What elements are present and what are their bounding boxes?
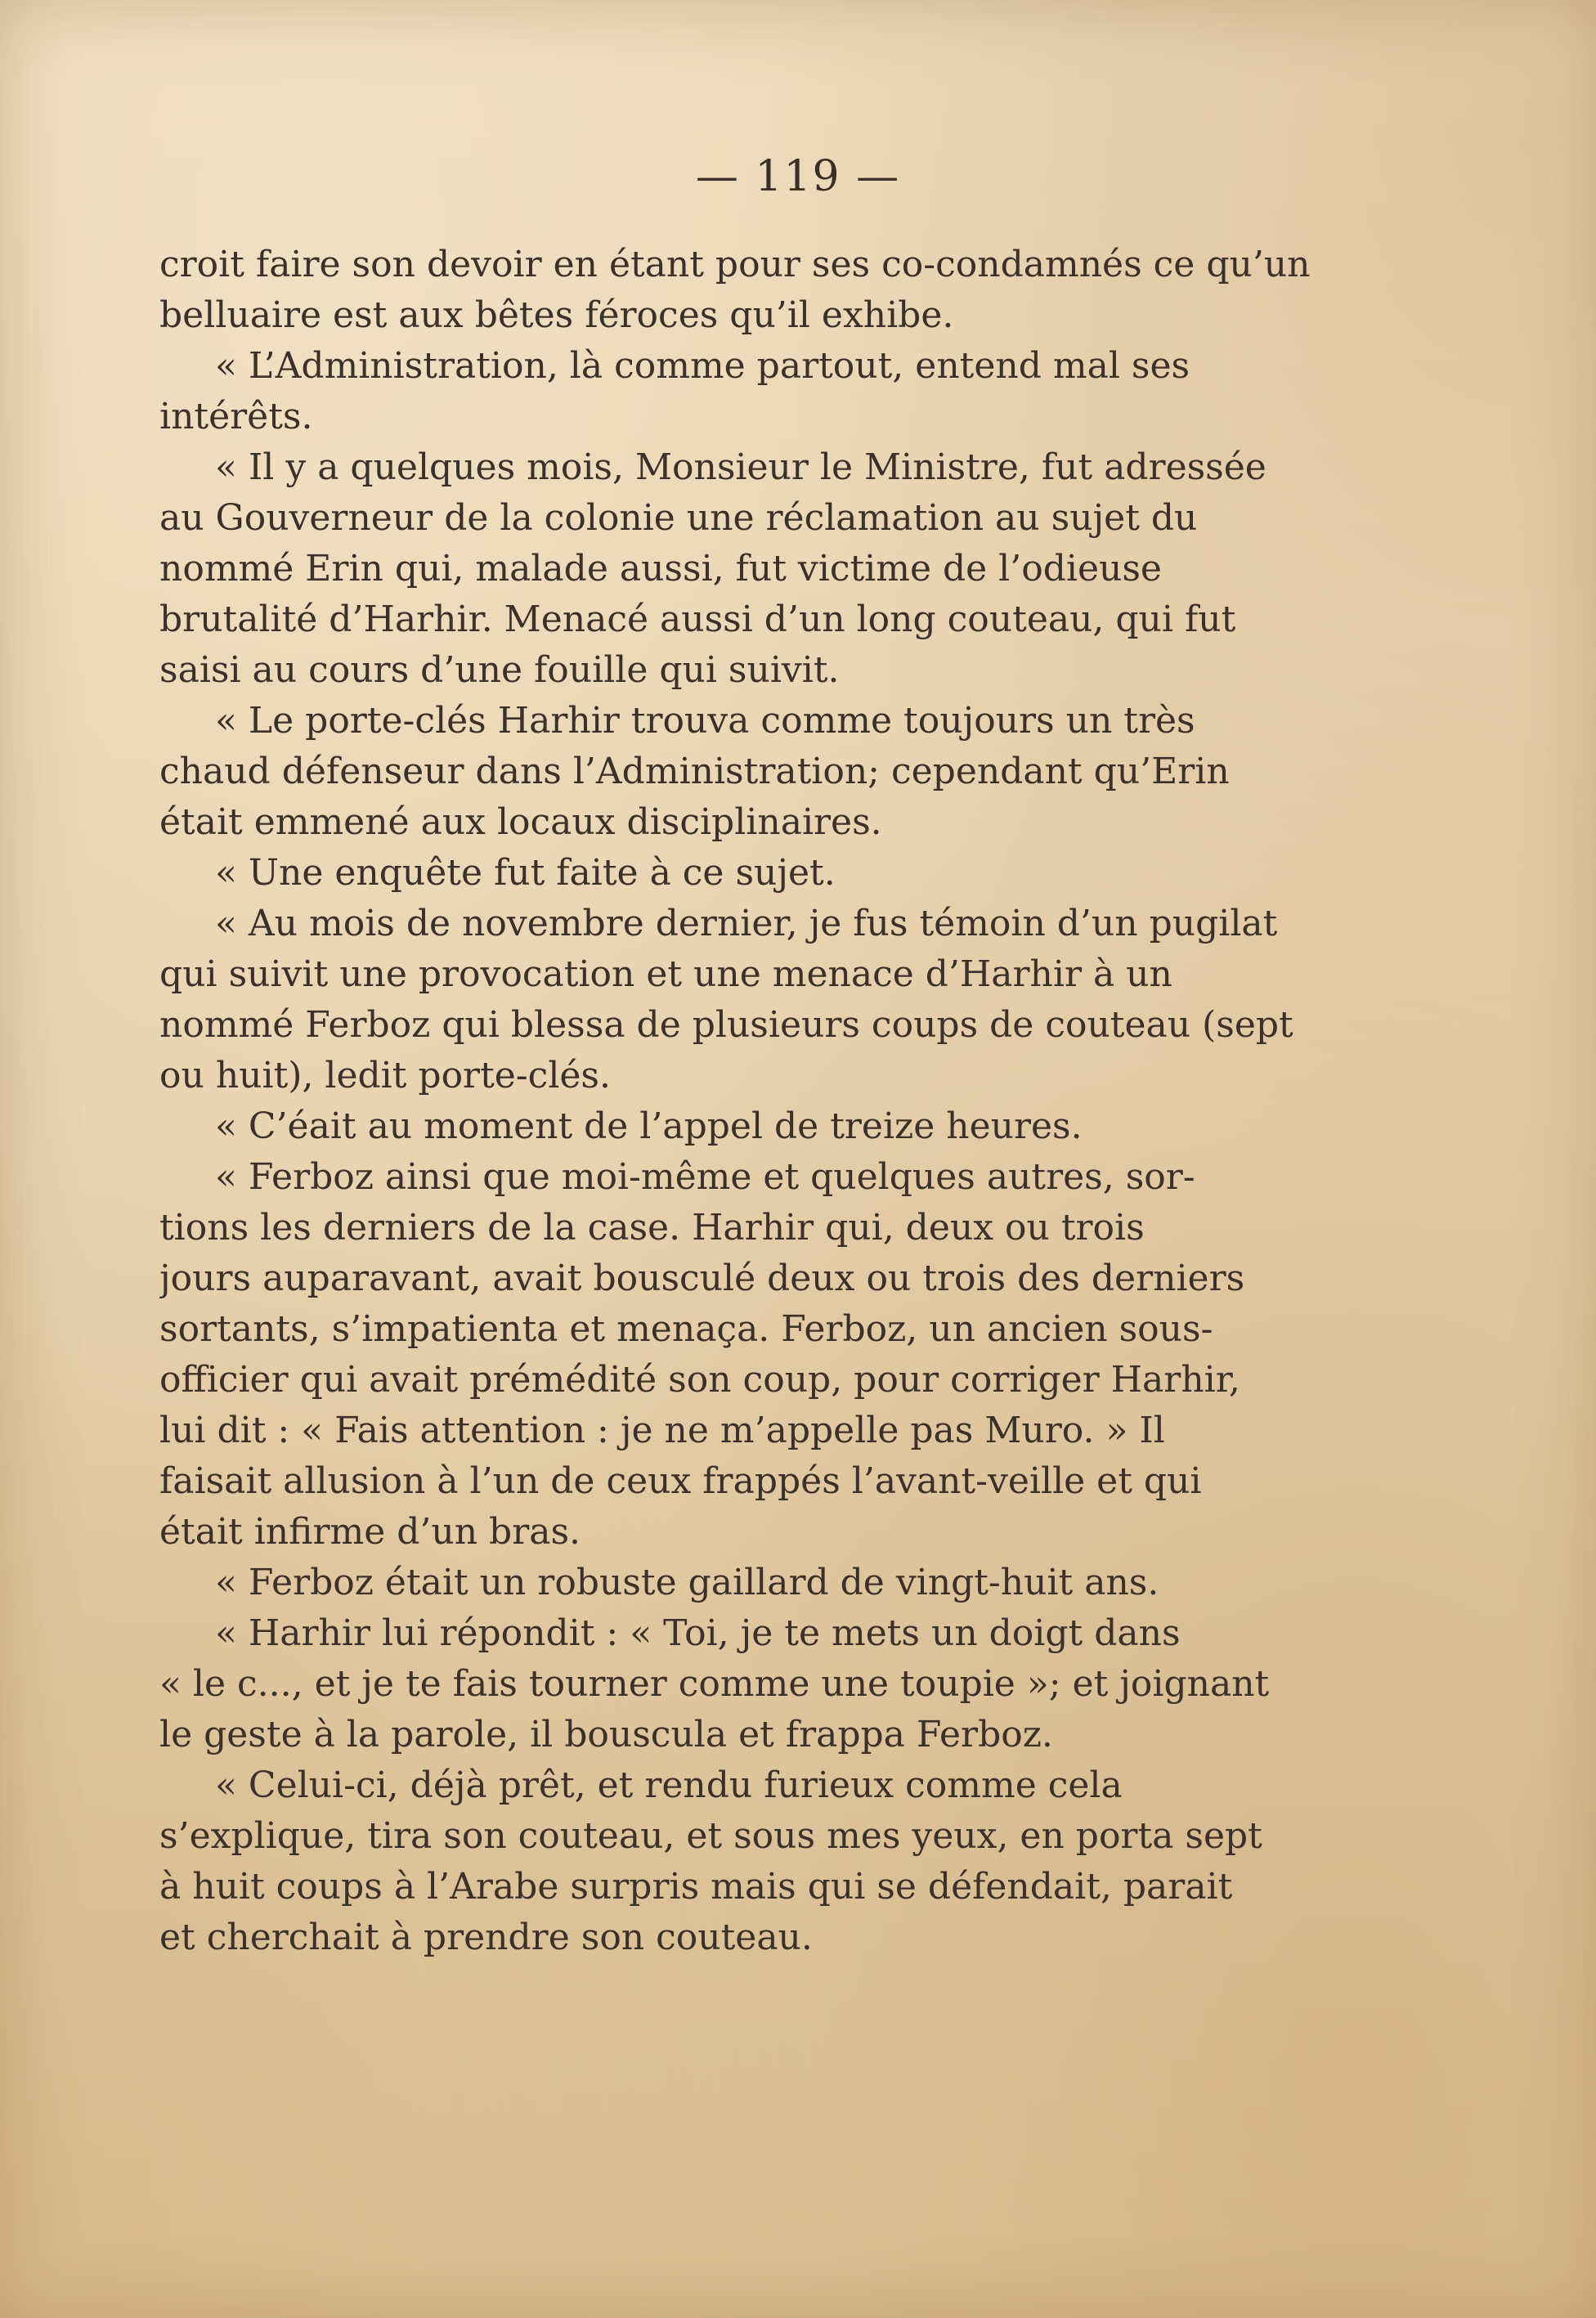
text-line: officier qui avait prémédité son coup, pour corriger Harhir, [159,1359,1240,1401]
text-line: « Le porte-clés Harhir trouva comme toujours un très [215,700,1195,742]
text-line: à huit coups à l’Arabe surpris mais qui se défendait, parait [159,1866,1233,1908]
text-line: « Au mois de novembre dernier, je fus témoin d’un pugilat [215,903,1278,944]
text-line: « Ferboz ainsi que moi-même et quelques autres, sor- [215,1156,1195,1198]
text-line: au Gouverneur de la colonie une réclamation au sujet du [159,497,1198,539]
text-line: « L’Administration, là comme partout, entend mal ses [215,345,1190,387]
text-line: « le c..., et je te fais tourner comme une toupie »; et joignant [159,1663,1270,1705]
text-line: le geste à la parole, il bouscula et frappa Ferboz. [159,1714,1053,1755]
text-line: nommé Erin qui, malade aussi, fut victime de l’odieuse [159,548,1162,590]
text-line: « Harhir lui répondit : « Toi, je te mets un doigt dans [215,1612,1181,1654]
text-line: « Il y a quelques mois, Monsieur le Ministre, fut adressée [215,446,1266,488]
text-line: « Celui-ci, déjà prêt, et rendu furieux comme cela [215,1764,1123,1806]
text-line: « Une enquête fut faite à ce sujet. [215,852,836,894]
text-line: faisait allusion à l’un de ceux frappés l’avant-veille et qui [159,1460,1202,1502]
text-line: intérêts. [159,396,313,437]
text-line: était infirme d’un bras. [159,1511,581,1553]
text-line: tions les derniers de la case. Harhir qui, deux ou trois [159,1207,1145,1249]
text-line: s’explique, tira son couteau, et sous mes yeux, en porta sept [159,1815,1262,1857]
text-line: lui dit : « Fais attention : je ne m’appelle pas Muro. » Il [159,1410,1165,1451]
page-number: — 119 — [695,152,901,201]
text-line: chaud défenseur dans l’Administration; cependant qu’Erin [159,751,1230,792]
text-line: qui suivit une provocation et une menace d’Harhir à un [159,953,1172,995]
text-line: nommé Ferboz qui blessa de plusieurs coups de couteau (sept [159,1004,1293,1046]
text-line: et cherchait à prendre son couteau. [159,1917,813,1958]
text-line: brutalité d’Harhir. Menacé aussi d’un long couteau, qui fut [159,599,1236,640]
text-line: belluaire est aux bêtes féroces qu’il exhibe. [159,294,954,336]
text-line: était emmené aux locaux disciplinaires. [159,801,882,843]
text-line: jours auparavant, avait bousculé deux ou trois des derniers [159,1258,1245,1299]
text-line: sortants, s’impatienta et menaça. Ferboz, un ancien sous- [159,1308,1213,1350]
text-line: croit faire son devoir en étant pour ses co-condamnés ce qu’un [159,244,1311,285]
body-text [159,240,1337,1963]
text-line: « Ferboz était un robuste gaillard de vingt-huit ans. [215,1562,1159,1603]
text-line: saisi au cours d’une fouille qui suivit. [159,649,840,691]
text-line: ou huit), ledit porte-clés. [159,1055,611,1096]
text-line: « C’éait au moment de l’appel de treize heures. [215,1105,1083,1147]
